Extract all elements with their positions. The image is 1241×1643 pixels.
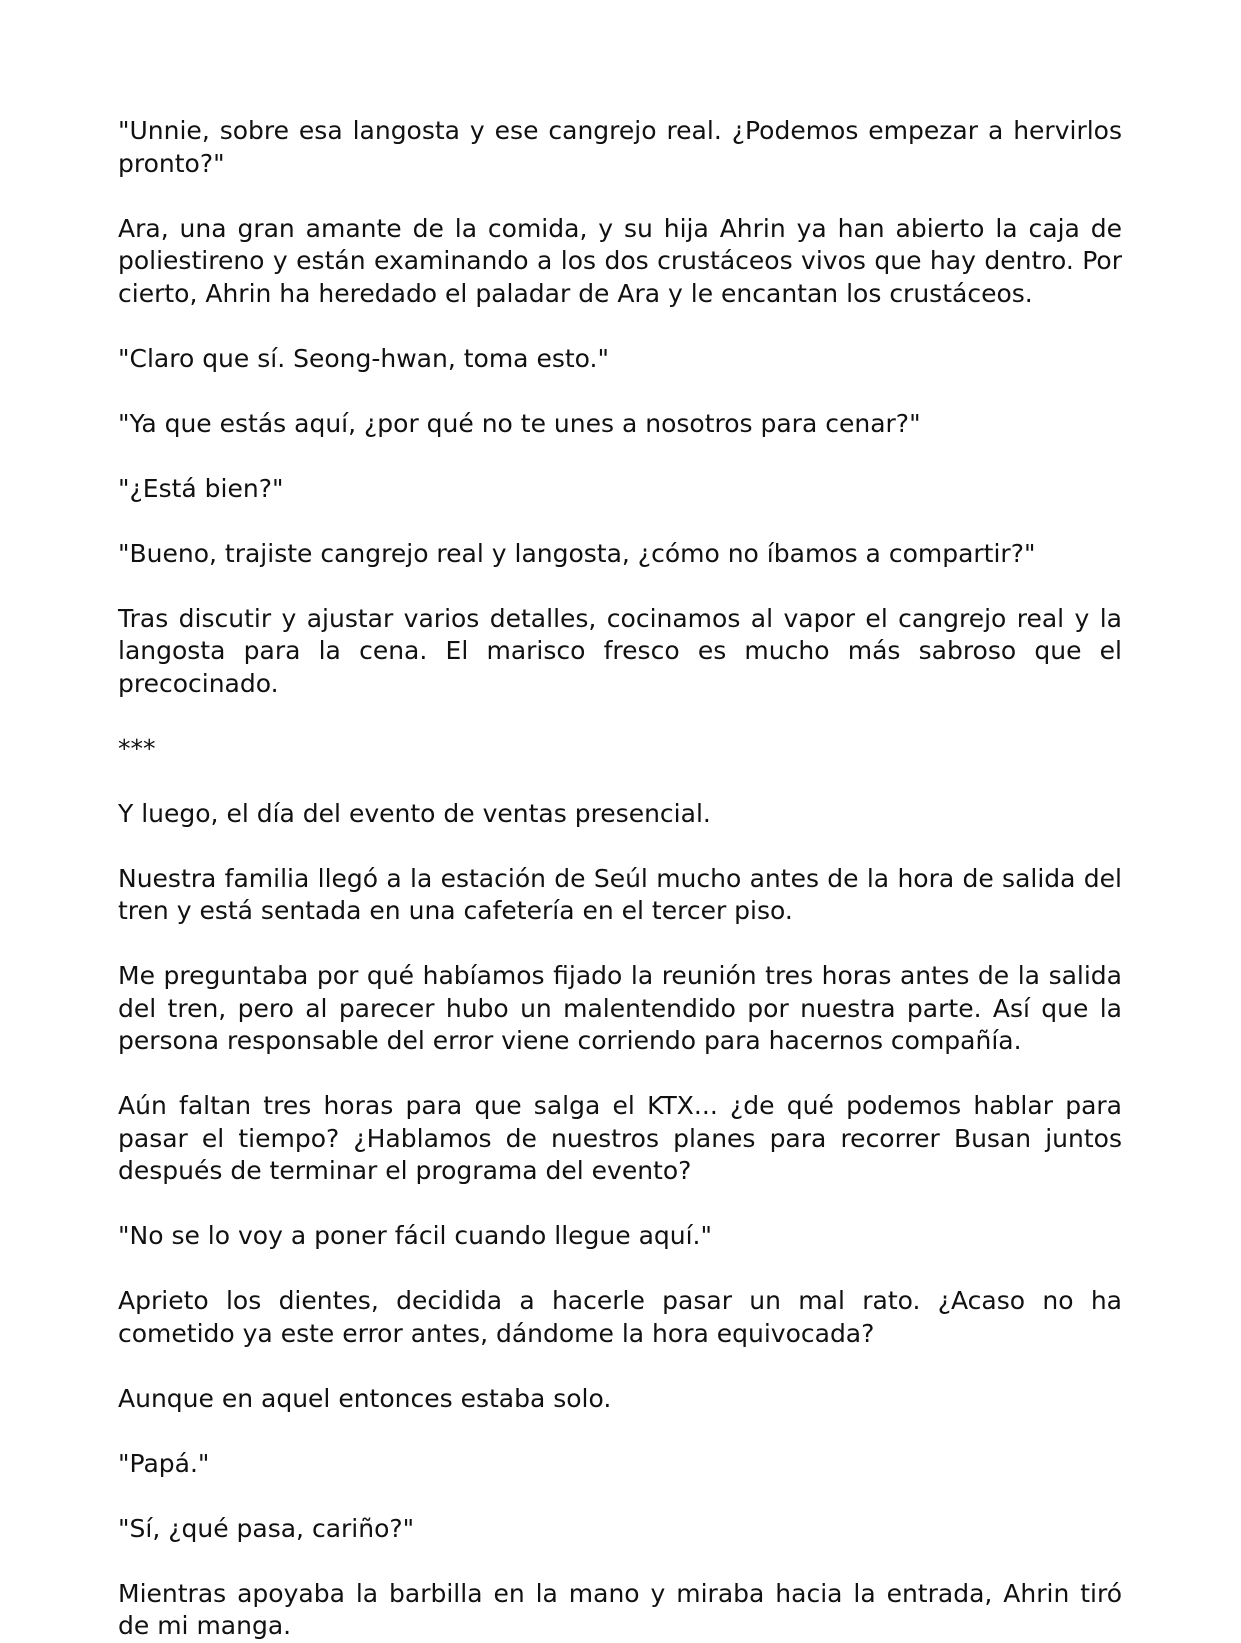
body-text: [118, 115, 1122, 1643]
paragraph: Aún faltan tres horas para que salga el KTX... ¿de qué podemos hablar para pasar el tiempo? ¿Hablamos de nuestros planes para recorrer Busan juntos después de terminar el programa del evento?: [118, 1091, 1122, 1185]
paragraph: Aprieto los dientes, decidida a hacerle pasar un mal rato. ¿Acaso no ha cometido ya este error antes, dándome la hora equivocada?: [118, 1286, 1122, 1348]
paragraph: Me preguntaba por qué habíamos fijado la reunión tres horas antes de la salida del tren, pero al parecer hubo un malentendido por nuestra parte. Así que la persona responsable del error viene corriendo para hacernos compañía.: [118, 961, 1122, 1055]
paragraph: "¿Está bien?": [118, 473, 284, 503]
paragraph: "Claro que sí. Seong-hwan, toma esto.": [118, 343, 609, 373]
paragraph: Nuestra familia llegó a la estación de Seúl mucho antes de la hora de salida del tren y está sentada en una cafetería en el tercer piso.: [118, 863, 1122, 925]
paragraph: Ara, una gran amante de la comida, y su hija Ahrin ya han abierto la caja de poliestireno y están examinando a los dos crustáceos vivos que hay dentro. Por cierto, Ahrin ha heredado el paladar de Ara y le encantan los crustáceos.: [118, 213, 1122, 308]
paragraph: Aunque en aquel entonces estaba solo.: [118, 1383, 612, 1413]
paragraph: "Ya que estás aquí, ¿por qué no te unes a nosotros para cenar?": [118, 408, 921, 438]
paragraph: Tras discutir y ajustar varios detalles, cocinamos al vapor el cangrejo real y la langosta para la cena. El marisco fresco es mucho más sabroso que el precocinado.: [118, 603, 1122, 698]
paragraph: "Bueno, trajiste cangrejo real y langosta, ¿cómo no íbamos a compartir?": [118, 538, 1036, 568]
paragraph: "Sí, ¿qué pasa, cariño?": [118, 1513, 415, 1543]
paragraph: "Papá.": [118, 1448, 210, 1478]
scene-break: ***: [118, 733, 156, 763]
paragraph: Y luego, el día del evento de ventas presencial.: [118, 798, 711, 828]
paragraph: "Unnie, sobre esa langosta y ese cangrejo real. ¿Podemos empezar a hervirlos pronto?": [118, 116, 1122, 178]
paragraph: Mientras apoyaba la barbilla en la mano y miraba hacia la entrada, Ahrin tiró de mi manga.: [118, 1578, 1122, 1640]
paragraph: "No se lo voy a poner fácil cuando llegue aquí.": [118, 1221, 713, 1250]
